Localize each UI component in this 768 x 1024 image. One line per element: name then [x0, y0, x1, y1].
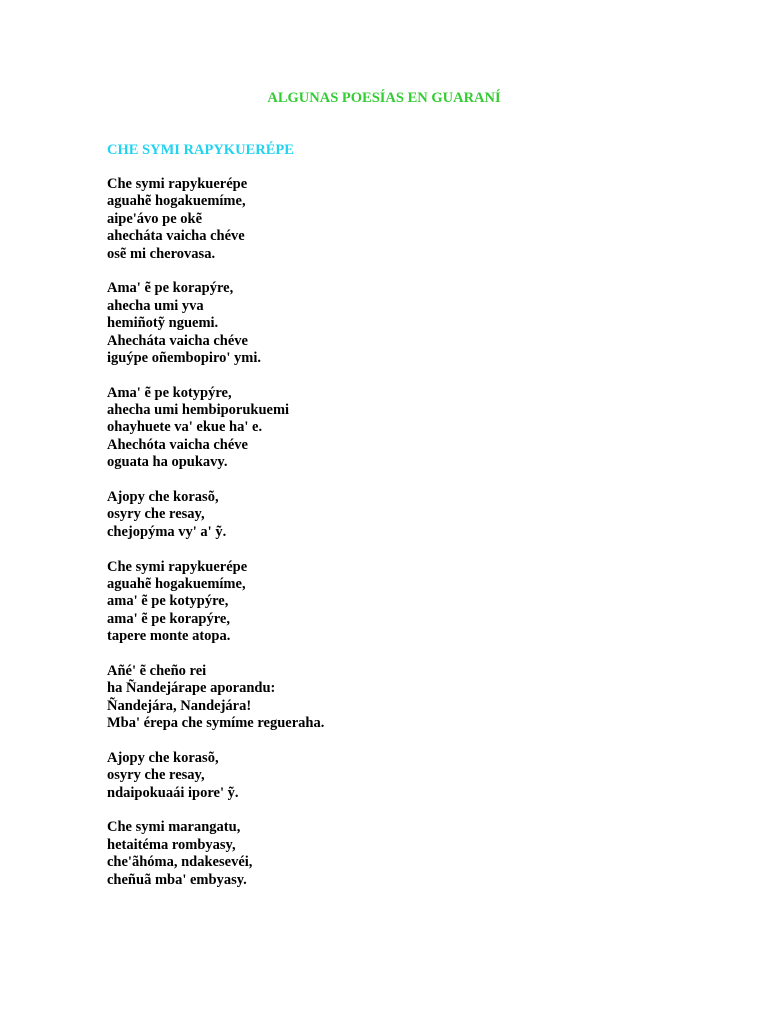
poem-line: ndaipokuaái ipore' ỹ.: [107, 784, 239, 801]
stanza: [107, 280, 707, 367]
stanza: [107, 489, 707, 541]
poem-body: [107, 176, 707, 906]
poem-title: CHE SYMI RAPYKUERÉPE: [107, 142, 294, 158]
stanza: [107, 663, 707, 733]
poem-line: osẽ mi cherovasa.: [107, 245, 216, 262]
poem-line: hemiñotỹ nguemi.: [107, 315, 219, 332]
poem-line: Ama' ẽ pe kotypýre,: [107, 384, 232, 401]
document-title: ALGUNAS POESÍAS EN GUARANÍ: [267, 90, 501, 106]
poem-line: che'ãhóma, ndakesevéi,: [107, 854, 253, 871]
stanza: [107, 176, 707, 263]
poem-line: osyry che resay,: [107, 506, 205, 523]
poem-line: ahecha umi hembiporukuemi: [107, 402, 290, 419]
poem-line: Che symi rapykuerépe: [107, 176, 248, 192]
stanza: [107, 385, 707, 472]
poem-line: aguahẽ hogakuemíme,: [107, 575, 246, 592]
poem-line: Ajopy che korasõ,: [107, 489, 219, 506]
poem-line: ama' ẽ pe kotypýre,: [107, 593, 229, 610]
poem-line: Che symi marangatu,: [107, 819, 241, 836]
poem-line: oguata ha opukavy.: [107, 454, 228, 471]
poem-line: Mba' érepa che symíme regueraha.: [107, 715, 325, 732]
poem-line: ohayhuete va' ekue ha' e.: [107, 419, 263, 436]
poem-line: aipe'ávo pe okẽ: [107, 210, 203, 227]
poem-line: iguýpe oñembopiro' ymi.: [107, 349, 262, 366]
poem-line: Ñandejára, Nandejára!: [107, 697, 252, 714]
stanza: [107, 559, 707, 646]
poem-line: Ahecháta vaicha chéve: [107, 332, 248, 349]
poem-line: Añé' ẽ cheño rei: [107, 662, 207, 679]
poem-line: cheñuã mba' embyasy.: [107, 871, 247, 888]
poem-line: chejopýma vy' a' ỹ.: [107, 523, 227, 540]
poem-line: ha Ñandejárape aporandu:: [107, 680, 276, 697]
stanza: [107, 750, 707, 802]
poem-line: ama' ẽ pe korapýre,: [107, 610, 230, 627]
poem-line: tapere monte atopa.: [107, 628, 231, 645]
poem-line: hetaitéma rombyasy,: [107, 836, 236, 853]
poem-line: Ama' ẽ pe korapýre,: [107, 280, 234, 297]
poem-line: osyry che resay,: [107, 767, 205, 784]
poem-line: Ahechóta vaicha chéve: [107, 436, 248, 453]
stanza: [107, 819, 707, 889]
poem-line: ahecha umi yva: [107, 297, 204, 314]
poem-line: ahecháta vaicha chéve: [107, 228, 245, 245]
poem-line: aguahẽ hogakuemíme,: [107, 193, 246, 210]
poem-line: Ajopy che korasõ,: [107, 749, 219, 766]
poem-line: Che symi rapykuerépe: [107, 558, 248, 575]
